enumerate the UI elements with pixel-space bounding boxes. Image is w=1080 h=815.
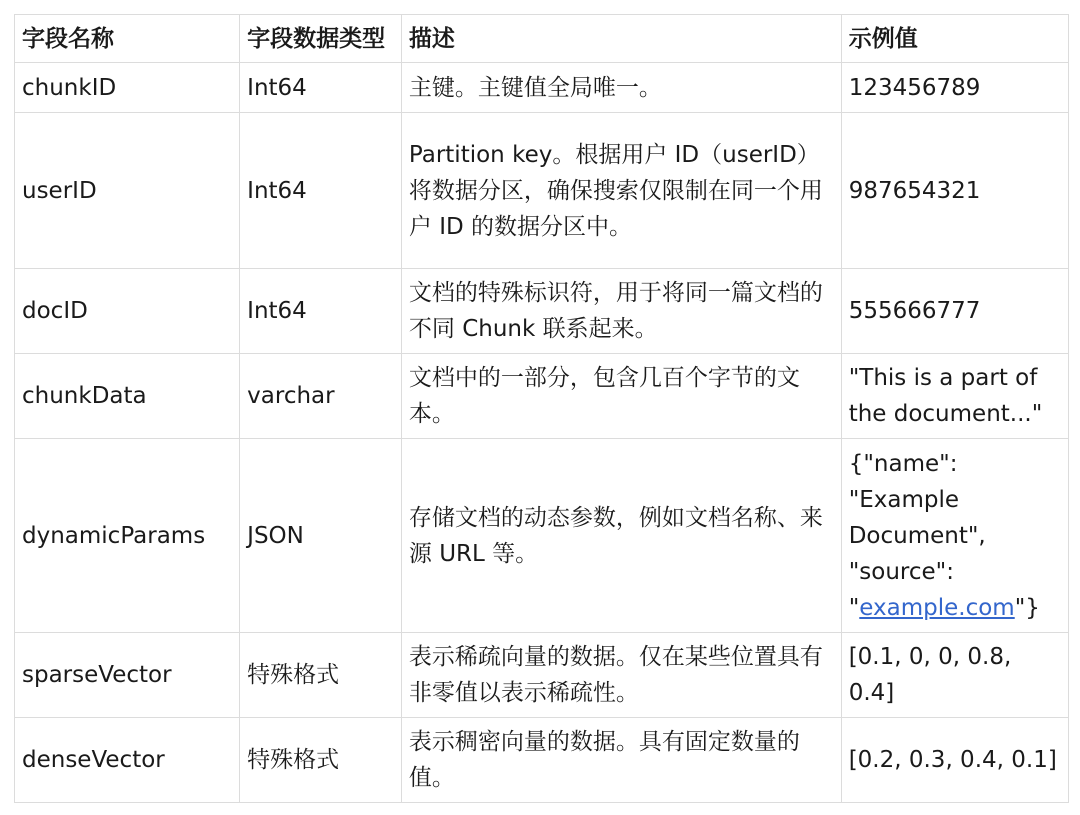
description-cell: 文档中的一部分，包含几百个字节的文本。 xyxy=(401,354,841,439)
table-row xyxy=(15,354,1069,439)
example-cell: 555666777 xyxy=(841,269,1068,354)
header-field-type: 字段数据类型 xyxy=(240,15,402,63)
field-type-cell: Int64 xyxy=(240,63,402,113)
table-body xyxy=(15,63,1069,803)
example-cell: "This is a part of the document..." xyxy=(841,354,1068,439)
table-row xyxy=(15,113,1069,269)
field-name-cell: dynamicParams xyxy=(15,439,240,633)
description-cell: 表示稠密向量的数据。具有固定数量的值。 xyxy=(401,718,841,803)
field-name-cell: chunkData xyxy=(15,354,240,439)
field-name-cell: denseVector xyxy=(15,718,240,803)
example-cell xyxy=(841,439,1068,633)
table-row xyxy=(15,633,1069,718)
description-cell: Partition key。根据用户 ID（userID）将数据分区，确保搜索仅限制在同一个用户 ID 的数据分区中。 xyxy=(401,113,841,269)
field-type-cell: 特殊格式 xyxy=(240,633,402,718)
table-row xyxy=(15,439,1069,633)
example-text: "} xyxy=(1014,594,1040,621)
header-example: 示例值 xyxy=(841,15,1068,63)
field-type-cell: JSON xyxy=(240,439,402,633)
field-name-cell: sparseVector xyxy=(15,633,240,718)
field-type-cell: varchar xyxy=(240,354,402,439)
example-cell: 123456789 xyxy=(841,63,1068,113)
header-field-name: 字段名称 xyxy=(15,15,240,63)
field-name-cell: chunkID xyxy=(15,63,240,113)
field-name-cell: userID xyxy=(15,113,240,269)
example-cell: [0.2, 0.3, 0.4, 0.1] xyxy=(841,718,1068,803)
table-row xyxy=(15,269,1069,354)
field-type-cell: 特殊格式 xyxy=(240,718,402,803)
table-row xyxy=(15,63,1069,113)
description-cell: 表示稀疏向量的数据。仅在某些位置具有非零值以表示稀疏性。 xyxy=(401,633,841,718)
description-cell: 文档的特殊标识符，用于将同一篇文档的不同 Chunk 联系起来。 xyxy=(401,269,841,354)
example-link[interactable]: example.com xyxy=(859,594,1015,621)
header-description: 描述 xyxy=(401,15,841,63)
field-type-cell: Int64 xyxy=(240,113,402,269)
description-cell: 主键。主键值全局唯一。 xyxy=(401,63,841,113)
field-type-cell: Int64 xyxy=(240,269,402,354)
schema-table xyxy=(14,14,1069,803)
example-text: {"name": "Example Document", "source": " xyxy=(848,450,986,621)
header-row xyxy=(15,15,1069,63)
field-name-cell: docID xyxy=(15,269,240,354)
example-cell: [0.1, 0, 0, 0.8, 0.4] xyxy=(841,633,1068,718)
description-cell: 存储文档的动态参数，例如文档名称、来源 URL 等。 xyxy=(401,439,841,633)
table-header xyxy=(15,15,1069,63)
table-row xyxy=(15,718,1069,803)
example-cell: 987654321 xyxy=(841,113,1068,269)
